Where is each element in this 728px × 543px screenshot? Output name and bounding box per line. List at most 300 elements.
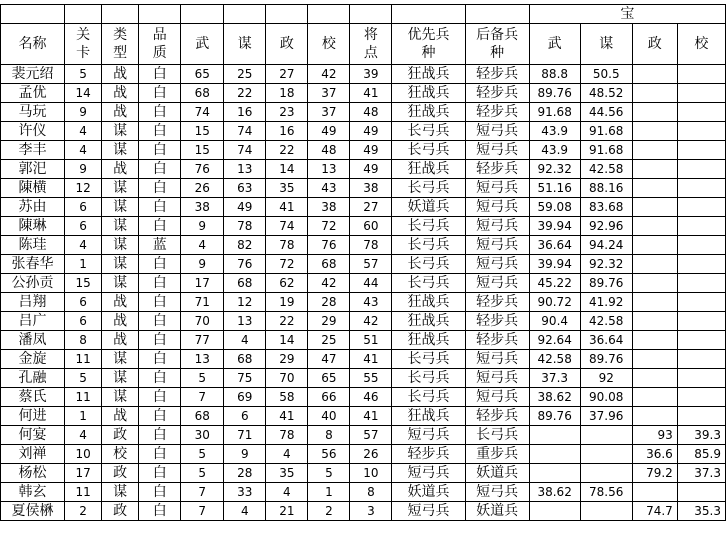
cell-type: 政 <box>102 426 139 445</box>
cell-treasure-strategy: 89.76 <box>580 350 632 369</box>
cell-martial: 5 <box>181 445 224 464</box>
cell-general-points: 78 <box>350 236 392 255</box>
cell-reserve-troop: 短弓兵 <box>465 274 529 293</box>
cell-general-points: 38 <box>350 179 392 198</box>
cell-treasure-politics <box>632 255 677 274</box>
header-blank <box>139 5 181 24</box>
cell-leadership: 8 <box>308 426 350 445</box>
cell-type: 谋 <box>102 350 139 369</box>
cell-strategy: 22 <box>224 84 266 103</box>
cell-preferred-troop: 长弓兵 <box>392 236 465 255</box>
cell-treasure-leadership <box>677 274 725 293</box>
cell-martial: 5 <box>181 369 224 388</box>
header-blank <box>392 5 465 24</box>
cell-quality: 白 <box>139 103 181 122</box>
cell-general-points: 27 <box>350 198 392 217</box>
cell-politics: 62 <box>266 274 308 293</box>
cell-treasure-martial: 91.68 <box>529 103 580 122</box>
cell-name: 潘凤 <box>1 331 65 350</box>
cell-type: 谋 <box>102 388 139 407</box>
cell-martial: 7 <box>181 388 224 407</box>
cell-treasure-martial: 42.58 <box>529 350 580 369</box>
table-row <box>1 369 726 388</box>
treasure-group-header: 宝 <box>529 5 725 24</box>
cell-treasure-strategy: 90.08 <box>580 388 632 407</box>
cell-quality: 白 <box>139 179 181 198</box>
cell-martial: 71 <box>181 293 224 312</box>
cell-politics: 16 <box>266 122 308 141</box>
col-header-stage: 关 卡 <box>65 24 102 65</box>
cell-quality: 白 <box>139 141 181 160</box>
cell-martial: 65 <box>181 65 224 84</box>
cell-treasure-strategy <box>580 502 632 521</box>
cell-treasure-leadership <box>677 407 725 426</box>
cell-type: 谋 <box>102 122 139 141</box>
cell-politics: 70 <box>266 369 308 388</box>
cell-treasure-politics <box>632 198 677 217</box>
cell-treasure-strategy: 37.96 <box>580 407 632 426</box>
cell-treasure-martial: 90.4 <box>529 312 580 331</box>
cell-treasure-martial: 89.76 <box>529 407 580 426</box>
cell-name: 陳琳 <box>1 217 65 236</box>
cell-type: 谋 <box>102 274 139 293</box>
cell-treasure-strategy: 91.68 <box>580 141 632 160</box>
cell-quality: 白 <box>139 369 181 388</box>
cell-stage: 11 <box>65 388 102 407</box>
cell-quality: 白 <box>139 122 181 141</box>
cell-stage: 4 <box>65 236 102 255</box>
cell-leadership: 5 <box>308 464 350 483</box>
cell-martial: 7 <box>181 502 224 521</box>
header-blank <box>1 5 65 24</box>
cell-quality: 白 <box>139 312 181 331</box>
header-blank <box>266 5 308 24</box>
cell-martial: 68 <box>181 407 224 426</box>
cell-quality: 蓝 <box>139 236 181 255</box>
table-row <box>1 236 726 255</box>
cell-general-points: 41 <box>350 407 392 426</box>
cell-martial: 13 <box>181 350 224 369</box>
cell-preferred-troop: 狂战兵 <box>392 103 465 122</box>
cell-reserve-troop: 短弓兵 <box>465 122 529 141</box>
cell-reserve-troop: 短弓兵 <box>465 350 529 369</box>
cell-treasure-leadership <box>677 369 725 388</box>
col-header-leadership: 校 <box>308 24 350 65</box>
table-row <box>1 84 726 103</box>
cell-leadership: 49 <box>308 122 350 141</box>
cell-stage: 10 <box>65 445 102 464</box>
header-blank <box>308 5 350 24</box>
col-header-name: 名称 <box>1 24 65 65</box>
cell-reserve-troop: 长弓兵 <box>465 426 529 445</box>
cell-quality: 白 <box>139 426 181 445</box>
cell-politics: 35 <box>266 179 308 198</box>
cell-treasure-martial <box>529 426 580 445</box>
cell-stage: 5 <box>65 369 102 388</box>
col-header-treasure-leadership: 校 <box>677 24 725 65</box>
cell-leadership: 25 <box>308 331 350 350</box>
cell-quality: 白 <box>139 84 181 103</box>
cell-treasure-politics <box>632 236 677 255</box>
table-row <box>1 350 726 369</box>
table-row <box>1 312 726 331</box>
cell-stage: 2 <box>65 502 102 521</box>
cell-preferred-troop: 长弓兵 <box>392 350 465 369</box>
cell-treasure-politics <box>632 274 677 293</box>
cell-treasure-strategy: 92.32 <box>580 255 632 274</box>
cell-preferred-troop: 短弓兵 <box>392 464 465 483</box>
cell-leadership: 56 <box>308 445 350 464</box>
cell-treasure-leadership <box>677 198 725 217</box>
cell-strategy: 68 <box>224 274 266 293</box>
cell-quality: 白 <box>139 293 181 312</box>
cell-general-points: 60 <box>350 217 392 236</box>
cell-treasure-martial: 43.9 <box>529 141 580 160</box>
cell-martial: 9 <box>181 255 224 274</box>
table-row <box>1 160 726 179</box>
cell-strategy: 13 <box>224 160 266 179</box>
cell-strategy: 69 <box>224 388 266 407</box>
cell-martial: 15 <box>181 122 224 141</box>
cell-martial: 26 <box>181 179 224 198</box>
cell-treasure-politics <box>632 312 677 331</box>
header-blank <box>65 5 102 24</box>
cell-politics: 41 <box>266 407 308 426</box>
cell-preferred-troop: 长弓兵 <box>392 217 465 236</box>
cell-general-points: 49 <box>350 141 392 160</box>
cell-politics: 78 <box>266 236 308 255</box>
cell-type: 政 <box>102 464 139 483</box>
cell-treasure-strategy <box>580 464 632 483</box>
cell-name: 郭汜 <box>1 160 65 179</box>
cell-treasure-politics <box>632 84 677 103</box>
col-header-reserve-troop: 后备兵 种 <box>465 24 529 65</box>
cell-stage: 6 <box>65 217 102 236</box>
cell-stage: 6 <box>65 198 102 217</box>
cell-strategy: 74 <box>224 122 266 141</box>
cell-leadership: 40 <box>308 407 350 426</box>
cell-treasure-strategy: 92 <box>580 369 632 388</box>
cell-treasure-politics <box>632 483 677 502</box>
cell-reserve-troop: 短弓兵 <box>465 217 529 236</box>
cell-name: 陳横 <box>1 179 65 198</box>
cell-politics: 18 <box>266 84 308 103</box>
cell-reserve-troop: 轻步兵 <box>465 160 529 179</box>
cell-reserve-troop: 短弓兵 <box>465 388 529 407</box>
cell-treasure-martial: 39.94 <box>529 217 580 236</box>
cell-treasure-politics: 79.2 <box>632 464 677 483</box>
cell-type: 战 <box>102 65 139 84</box>
cell-type: 谋 <box>102 483 139 502</box>
cell-strategy: 68 <box>224 350 266 369</box>
cell-martial: 76 <box>181 160 224 179</box>
cell-reserve-troop: 轻步兵 <box>465 407 529 426</box>
col-header-quality: 品 质 <box>139 24 181 65</box>
cell-martial: 68 <box>181 84 224 103</box>
cell-treasure-leadership <box>677 483 725 502</box>
cell-general-points: 41 <box>350 350 392 369</box>
cell-preferred-troop: 短弓兵 <box>392 502 465 521</box>
col-header-type: 类 型 <box>102 24 139 65</box>
cell-preferred-troop: 妖道兵 <box>392 483 465 502</box>
cell-quality: 白 <box>139 445 181 464</box>
table-row <box>1 293 726 312</box>
cell-treasure-leadership <box>677 84 725 103</box>
cell-type: 谋 <box>102 217 139 236</box>
cell-reserve-troop: 轻步兵 <box>465 293 529 312</box>
cell-type: 战 <box>102 293 139 312</box>
cell-general-points: 51 <box>350 331 392 350</box>
cell-strategy: 49 <box>224 198 266 217</box>
cell-reserve-troop: 短弓兵 <box>465 483 529 502</box>
cell-reserve-troop: 妖道兵 <box>465 464 529 483</box>
cell-general-points: 55 <box>350 369 392 388</box>
cell-strategy: 13 <box>224 312 266 331</box>
cell-treasure-martial: 59.08 <box>529 198 580 217</box>
cell-reserve-troop: 短弓兵 <box>465 236 529 255</box>
cell-general-points: 57 <box>350 426 392 445</box>
cell-stage: 9 <box>65 103 102 122</box>
cell-treasure-strategy <box>580 426 632 445</box>
cell-treasure-leadership: 35.3 <box>677 502 725 521</box>
cell-type: 谋 <box>102 236 139 255</box>
cell-quality: 白 <box>139 198 181 217</box>
cell-politics: 4 <box>266 483 308 502</box>
cell-treasure-martial: 92.64 <box>529 331 580 350</box>
cell-treasure-martial: 39.94 <box>529 255 580 274</box>
cell-treasure-martial: 88.8 <box>529 65 580 84</box>
cell-leadership: 43 <box>308 179 350 198</box>
cell-leadership: 28 <box>308 293 350 312</box>
cell-treasure-politics <box>632 350 677 369</box>
cell-treasure-leadership <box>677 293 725 312</box>
col-header-treasure-politics: 政 <box>632 24 677 65</box>
cell-general-points: 26 <box>350 445 392 464</box>
cell-preferred-troop: 长弓兵 <box>392 255 465 274</box>
cell-preferred-troop: 狂战兵 <box>392 293 465 312</box>
cell-treasure-martial: 43.9 <box>529 122 580 141</box>
cell-politics: 22 <box>266 141 308 160</box>
cell-treasure-strategy: 41.92 <box>580 293 632 312</box>
col-header-strategy: 谋 <box>224 24 266 65</box>
cell-general-points: 49 <box>350 160 392 179</box>
cell-reserve-troop: 重步兵 <box>465 445 529 464</box>
cell-leadership: 2 <box>308 502 350 521</box>
cell-name: 裴元绍 <box>1 65 65 84</box>
cell-name: 孔融 <box>1 369 65 388</box>
cell-treasure-strategy: 48.52 <box>580 84 632 103</box>
cell-leadership: 66 <box>308 388 350 407</box>
cell-treasure-leadership <box>677 388 725 407</box>
cell-preferred-troop: 短弓兵 <box>392 426 465 445</box>
cell-politics: 74 <box>266 217 308 236</box>
cell-strategy: 16 <box>224 103 266 122</box>
cell-preferred-troop: 狂战兵 <box>392 84 465 103</box>
cell-treasure-leadership <box>677 160 725 179</box>
cell-politics: 4 <box>266 445 308 464</box>
cell-stage: 5 <box>65 65 102 84</box>
cell-martial: 15 <box>181 141 224 160</box>
cell-strategy: 82 <box>224 236 266 255</box>
cell-treasure-leadership <box>677 179 725 198</box>
cell-politics: 19 <box>266 293 308 312</box>
table-row <box>1 426 726 445</box>
cell-preferred-troop: 狂战兵 <box>392 65 465 84</box>
cell-treasure-martial: 36.64 <box>529 236 580 255</box>
cell-stage: 4 <box>65 122 102 141</box>
cell-name: 何宴 <box>1 426 65 445</box>
cell-treasure-martial <box>529 445 580 464</box>
cell-leadership: 42 <box>308 274 350 293</box>
cell-leadership: 29 <box>308 312 350 331</box>
cell-name: 韩玄 <box>1 483 65 502</box>
cell-martial: 70 <box>181 312 224 331</box>
cell-politics: 78 <box>266 426 308 445</box>
cell-treasure-leadership: 39.3 <box>677 426 725 445</box>
cell-treasure-strategy: 42.58 <box>580 312 632 331</box>
cell-preferred-troop: 狂战兵 <box>392 160 465 179</box>
cell-strategy: 33 <box>224 483 266 502</box>
cell-treasure-leadership <box>677 217 725 236</box>
cell-leadership: 48 <box>308 141 350 160</box>
cell-stage: 17 <box>65 464 102 483</box>
table-row <box>1 331 726 350</box>
cell-reserve-troop: 短弓兵 <box>465 198 529 217</box>
cell-politics: 29 <box>266 350 308 369</box>
cell-reserve-troop: 轻步兵 <box>465 331 529 350</box>
col-header-general-points: 将 点 <box>350 24 392 65</box>
cell-martial: 5 <box>181 464 224 483</box>
cell-leadership: 47 <box>308 350 350 369</box>
cell-preferred-troop: 长弓兵 <box>392 369 465 388</box>
cell-type: 谋 <box>102 179 139 198</box>
cell-name: 马玩 <box>1 103 65 122</box>
cell-stage: 6 <box>65 293 102 312</box>
cell-quality: 白 <box>139 350 181 369</box>
cell-treasure-martial: 90.72 <box>529 293 580 312</box>
cell-type: 战 <box>102 84 139 103</box>
cell-treasure-leadership <box>677 122 725 141</box>
cell-general-points: 57 <box>350 255 392 274</box>
cell-treasure-martial: 51.16 <box>529 179 580 198</box>
cell-preferred-troop: 狂战兵 <box>392 407 465 426</box>
cell-type: 战 <box>102 331 139 350</box>
cell-treasure-politics <box>632 217 677 236</box>
cell-type: 校 <box>102 445 139 464</box>
cell-stage: 9 <box>65 160 102 179</box>
cell-stage: 1 <box>65 255 102 274</box>
cell-type: 战 <box>102 407 139 426</box>
cell-quality: 白 <box>139 217 181 236</box>
cell-quality: 白 <box>139 388 181 407</box>
cell-treasure-strategy: 91.68 <box>580 122 632 141</box>
cell-treasure-leadership <box>677 312 725 331</box>
cell-preferred-troop: 长弓兵 <box>392 122 465 141</box>
header-blank <box>224 5 266 24</box>
cell-reserve-troop: 妖道兵 <box>465 502 529 521</box>
cell-strategy: 75 <box>224 369 266 388</box>
cell-name: 蔡氏 <box>1 388 65 407</box>
cell-leadership: 38 <box>308 198 350 217</box>
cell-treasure-strategy <box>580 445 632 464</box>
cell-stage: 14 <box>65 84 102 103</box>
cell-treasure-martial: 38.62 <box>529 388 580 407</box>
cell-martial: 4 <box>181 236 224 255</box>
cell-treasure-leadership <box>677 331 725 350</box>
cell-treasure-strategy: 92.96 <box>580 217 632 236</box>
table-row <box>1 255 726 274</box>
cell-treasure-martial: 37.3 <box>529 369 580 388</box>
cell-martial: 77 <box>181 331 224 350</box>
cell-general-points: 48 <box>350 103 392 122</box>
cell-martial: 38 <box>181 198 224 217</box>
cell-treasure-martial: 45.22 <box>529 274 580 293</box>
cell-treasure-martial: 89.76 <box>529 84 580 103</box>
cell-treasure-politics <box>632 103 677 122</box>
cell-leadership: 37 <box>308 84 350 103</box>
col-header-treasure-martial: 武 <box>529 24 580 65</box>
col-header-martial: 武 <box>181 24 224 65</box>
cell-politics: 58 <box>266 388 308 407</box>
cell-type: 谋 <box>102 369 139 388</box>
table-row <box>1 198 726 217</box>
cell-preferred-troop: 长弓兵 <box>392 179 465 198</box>
cell-general-points: 42 <box>350 312 392 331</box>
cell-general-points: 49 <box>350 122 392 141</box>
cell-stage: 11 <box>65 350 102 369</box>
cell-preferred-troop: 狂战兵 <box>392 331 465 350</box>
cell-quality: 白 <box>139 331 181 350</box>
col-header-preferred-troop: 优先兵 种 <box>392 24 465 65</box>
table-row <box>1 141 726 160</box>
cell-strategy: 71 <box>224 426 266 445</box>
cell-reserve-troop: 轻步兵 <box>465 312 529 331</box>
cell-quality: 白 <box>139 274 181 293</box>
cell-name: 陈珪 <box>1 236 65 255</box>
cell-name: 夏侯楙 <box>1 502 65 521</box>
cell-politics: 27 <box>266 65 308 84</box>
cell-preferred-troop: 妖道兵 <box>392 198 465 217</box>
cell-treasure-leadership: 37.3 <box>677 464 725 483</box>
cell-stage: 12 <box>65 179 102 198</box>
table-row <box>1 274 726 293</box>
cell-general-points: 8 <box>350 483 392 502</box>
cell-leadership: 65 <box>308 369 350 388</box>
cell-name: 金旋 <box>1 350 65 369</box>
cell-treasure-strategy: 94.24 <box>580 236 632 255</box>
cell-treasure-politics <box>632 65 677 84</box>
cell-name: 何进 <box>1 407 65 426</box>
cell-martial: 30 <box>181 426 224 445</box>
cell-quality: 白 <box>139 483 181 502</box>
cell-name: 苏由 <box>1 198 65 217</box>
cell-treasure-politics <box>632 388 677 407</box>
cell-quality: 白 <box>139 255 181 274</box>
cell-treasure-strategy: 88.16 <box>580 179 632 198</box>
table-row <box>1 407 726 426</box>
cell-preferred-troop: 长弓兵 <box>392 274 465 293</box>
cell-treasure-martial: 38.62 <box>529 483 580 502</box>
cell-general-points: 44 <box>350 274 392 293</box>
cell-reserve-troop: 轻步兵 <box>465 103 529 122</box>
cell-politics: 14 <box>266 160 308 179</box>
cell-treasure-politics <box>632 122 677 141</box>
cell-name: 杨松 <box>1 464 65 483</box>
cell-reserve-troop: 轻步兵 <box>465 84 529 103</box>
cell-leadership: 68 <box>308 255 350 274</box>
cell-treasure-politics <box>632 179 677 198</box>
cell-treasure-leadership <box>677 350 725 369</box>
